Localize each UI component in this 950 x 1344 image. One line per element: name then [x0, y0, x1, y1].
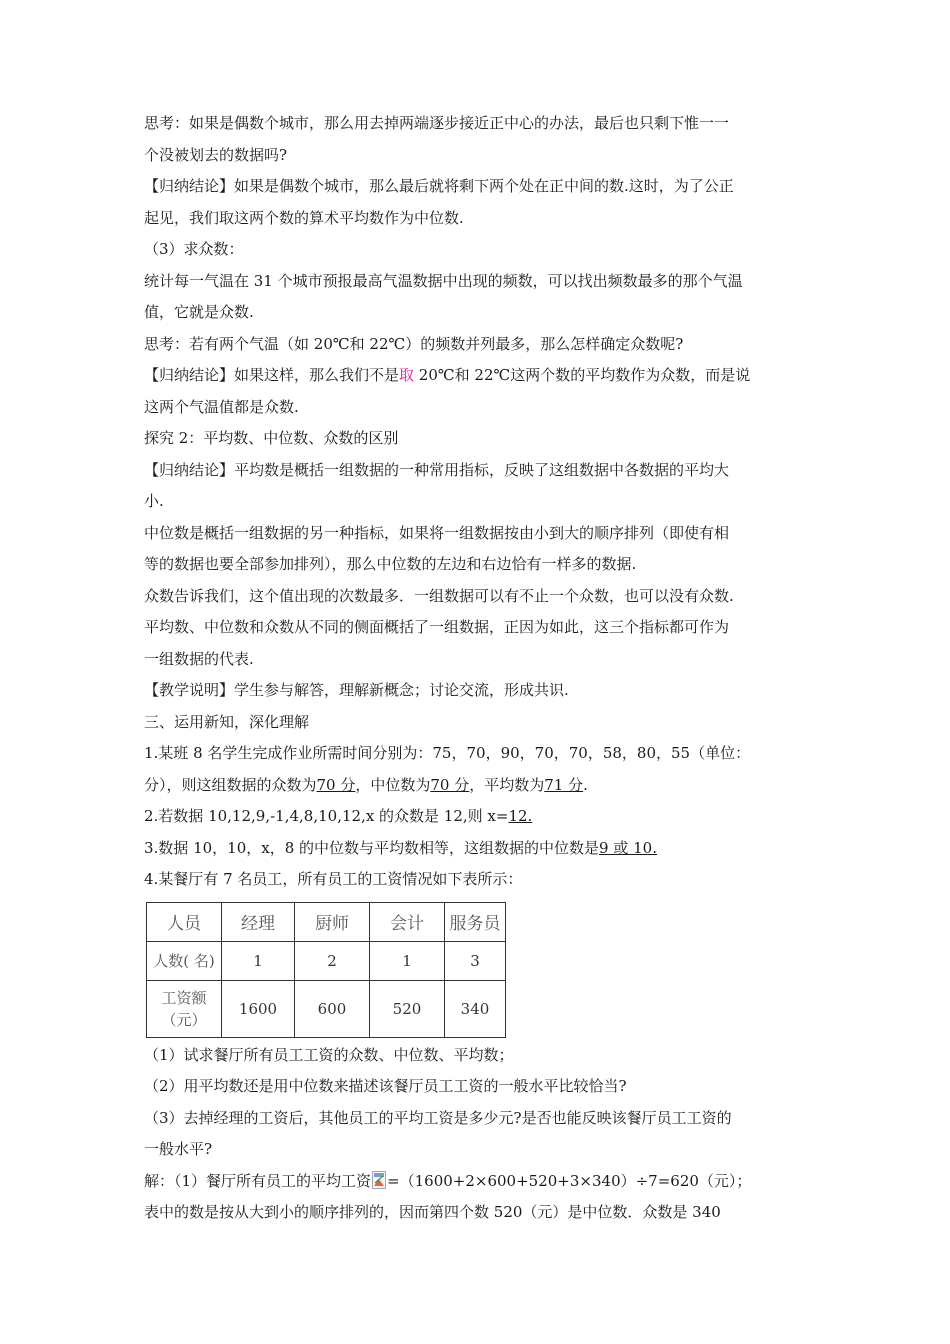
document-page: [144, 108, 812, 1229]
exercise-2: [144, 801, 812, 833]
highlighted-text: 取: [399, 366, 415, 384]
paragraph: 一组数据的代表.: [144, 649, 254, 668]
label-line: 工资额: [161, 988, 207, 1007]
paragraph: 值，它就是众数.: [144, 303, 254, 321]
answer-median: 9 或 10.: [599, 838, 657, 857]
table-cell: 1600: [222, 980, 295, 1037]
answer-mode: 70 分: [316, 775, 356, 794]
answer-x: 12.: [508, 807, 533, 825]
table-cell: 2: [295, 941, 370, 980]
solution: [144, 1166, 812, 1198]
table-cell: 1: [370, 941, 445, 980]
paragraph: 这两个气温值都是众数.: [144, 397, 299, 416]
exercise-1: 1.某班 8 名学生完成作业所需时间分别为：75，70，90，70，70，58，80，55（单位：: [144, 744, 751, 762]
exercise-1-answer: [144, 770, 812, 802]
section-heading: 探究 2：平均数、中位数、众数的区别: [144, 429, 399, 447]
text-run: 2.若数据 10,12,9,-1,4,8,10,12,x 的众数是 12,则 x=: [144, 807, 509, 825]
table-cell: 340: [445, 980, 506, 1037]
paragraph: 平均数、中位数和众数从不同的侧面概括了一组数据，正因为如此，这三个指标都可作为: [144, 618, 730, 636]
paragraph: 思考：若有两个气温（如 20℃和 22℃）的频数并列最多，那么怎样确定众数呢?: [144, 334, 684, 353]
table-header-cell: 厨师: [295, 902, 370, 941]
paragraph: 【归纳结论】平均数是概括一组数据的一种常用指标，反映了这组数据中各数据的平均大: [144, 460, 730, 479]
paragraph: 等的数据也要全部参加排列），那么中位数的左边和右边恰有一样多的数据.: [144, 555, 637, 573]
table-cell: 520: [370, 980, 445, 1037]
table-cell: 1: [222, 941, 295, 980]
text-run: 分），则这组数据的众数为: [144, 775, 317, 794]
table-row-label: [147, 980, 222, 1037]
paragraph: 众数告诉我们，这个值出现的次数最多．一组数据可以有不止一个众数，也可以没有众数.: [144, 586, 734, 605]
paragraph: 个没被划去的数据吗?: [144, 145, 288, 164]
paragraph: 【归纳结论】如果是偶数个城市，那么最后就将剩下两个处在正中间的数.这时，为了公正: [144, 177, 734, 195]
answer-mean: 71 分: [544, 775, 584, 794]
paragraph: 小.: [144, 492, 164, 510]
table-cell: 3: [445, 941, 506, 980]
question-2: （2）用平均数还是用中位数来描述该餐厅员工工资的一般水平比较恰当?: [144, 1077, 627, 1095]
text-run: 【归纳结论】如果这样，那么我们不是: [144, 366, 400, 384]
table-row: [147, 941, 506, 980]
question-1: （1）试求餐厅所有员工工资的众数、中位数、平均数；: [144, 1045, 514, 1064]
paragraph: 中位数是概括一组数据的另一种指标，如果将一组数据按由小到大的顺序排列（即使有相: [144, 523, 730, 542]
paragraph: 统计每一气温在 31 个城市预报最高气温数据中出现的频数，可以找出频数最多的那个气温: [144, 271, 743, 290]
text-run: 3.数据 10，10，x，8 的中位数与平均数相等，这组数据的中位数是: [144, 838, 600, 857]
table-header-cell: 服务员: [445, 902, 506, 941]
paragraph: 起见，我们取这两个数的算术平均数作为中位数.: [144, 208, 464, 227]
table-header-row: [147, 902, 506, 941]
table-row: [147, 980, 506, 1037]
paragraph: 思考：如果是偶数个城市，那么用去掉两端逐步接近正中心的办法，最后也只剩下惟一一: [144, 114, 730, 132]
table-header-cell: 会计: [370, 902, 445, 941]
label-line: （元）: [161, 1010, 207, 1029]
paragraph: 表中的数是按从大到小的顺序排列的，因而第四个数 520（元）是中位数．众数是 340: [144, 1203, 721, 1221]
question-3: （3）去掉经理的工资后，其他员工的平均工资是多少元?是否也能反映该餐厅员工工资的: [144, 1108, 732, 1127]
answer-median: 70 分: [430, 775, 470, 794]
section-heading: 三、运用新知，深化理解: [144, 712, 310, 731]
table-row-label: 人数( 名): [147, 941, 222, 980]
paragraph: （3）求众数：: [144, 240, 244, 258]
formula-image-icon: [372, 1169, 386, 1187]
text-run: ，中位数为: [355, 775, 431, 794]
exercise-3: [144, 833, 812, 865]
table-header-cell: 经理: [222, 902, 295, 941]
table-cell: 600: [295, 980, 370, 1037]
text-run: .: [583, 775, 588, 794]
paragraph: 【教学说明】学生参与解答，理解新概念；讨论交流，形成共识.: [144, 681, 569, 699]
text-run: ，平均数为: [469, 775, 545, 794]
salary-table: [146, 902, 506, 1038]
exercise-4: 4.某餐厅有 7 名员工，所有员工的工资情况如下表所示：: [144, 870, 523, 888]
paragraph: 一般水平?: [144, 1140, 213, 1158]
text-run: 20℃和 22℃这两个数的平均数作为众数，而是说: [414, 366, 751, 384]
paragraph: [144, 360, 812, 392]
text-run: 解：（1）餐厅所有员工的平均工资: [144, 1171, 372, 1190]
text-run: =（1600+2×600+520+3×340）÷7=620（元）；: [387, 1171, 752, 1190]
table-header-cell: 人员: [147, 902, 222, 941]
